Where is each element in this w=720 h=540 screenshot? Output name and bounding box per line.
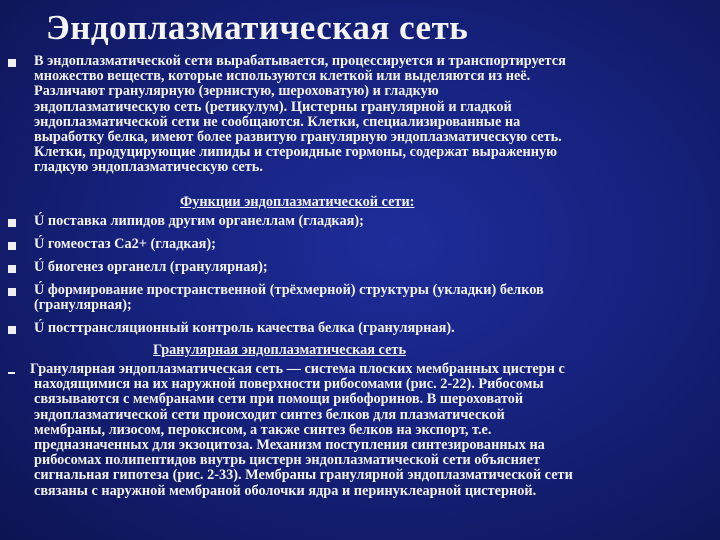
function-item: [34, 283, 544, 313]
granular-line: находящимися на их наружной поверхности рибосомами (рис. 2-22). Рибосомы: [34, 376, 544, 393]
function-item: [34, 237, 216, 252]
function-line: Ú гомеостаз Са2+ (гладкая);: [34, 236, 216, 252]
granular-line: рибосомах полипептидов внутрь цистерн эндоплазматической сети объясняет: [34, 452, 540, 469]
intro-line: Различают гранулярную (зернистую, шероховатую) и гладкую: [34, 83, 439, 100]
bullet-marker: [8, 242, 16, 250]
function-line: Ú поставка липидов другим органеллам (гладкая);: [34, 213, 364, 229]
granular-line: связаны с наружной мембраной оболочки ядра и перинуклеарной цистерной.: [34, 482, 537, 499]
granular-line: мембраны, лизосом, пероксисом, а также синтез белков на экспорт, т.е.: [34, 421, 492, 438]
function-item: [34, 214, 364, 229]
intro-line: эндоплазматическую сеть (ретикулум). Цистерны гранулярной и гладкой: [34, 98, 512, 115]
functions-heading: Функции эндоплазматической сети:: [180, 194, 415, 210]
function-item: [34, 260, 268, 275]
bullet-marker: [8, 265, 16, 273]
granular-heading: Гранулярная эндоплазматическая сеть: [153, 342, 407, 358]
bullet-marker: [8, 326, 16, 334]
function-line: (гранулярная);: [34, 297, 132, 314]
intro-line: эндоплазматической сети не сообщаются. Клетки, специализированные на: [34, 113, 521, 130]
granular-line: предназначенных для экзоцитоза. Механизм поступления синтезированных на: [34, 437, 545, 454]
intro-paragraph: [34, 54, 566, 176]
function-line: Ú биогенез органелл (гранулярная);: [34, 259, 268, 275]
intro-line: выработку белка, имеют более развитую гранулярную эндоплазматическую сеть.: [34, 129, 562, 146]
intro-line: Клетки, продуцирующие липиды и стероидные гормоны, содержат выраженную: [34, 144, 558, 161]
bullet-marker: [8, 59, 16, 67]
bullet-marker: [8, 288, 16, 296]
intro-line: гладкую эндоплазматическую сеть.: [34, 159, 263, 176]
granular-line: связываются с мембранами сети при помощи рибофоринов. В шероховатой: [34, 391, 524, 408]
function-line: Ú посттрансляционный контроль качества белка (гранулярная).: [34, 320, 455, 336]
intro-line: множество веществ, которые используются клеткой или выделяются из неё.: [34, 68, 531, 85]
intro-line: В эндоплазматической сети вырабатывается, процессируется и транспортируется: [34, 53, 566, 69]
dash-marker: [8, 372, 15, 374]
function-line: Ú формирование пространственной (трёхмерной) структуры (укладки) белков: [34, 282, 544, 298]
function-item: [34, 321, 455, 336]
bullet-marker: [8, 219, 16, 227]
granular-line: эндоплазматической сети происходит синтез белков для плазматической: [34, 406, 505, 423]
granular-line: сигнальная гипотеза (рис. 2-33). Мембраны гранулярной эндоплазматической сети: [34, 467, 573, 484]
granular-paragraph: [30, 362, 573, 499]
granular-line: Гранулярная эндоплазматическая сеть — система плоских мембранных цистерн с: [30, 361, 565, 377]
slide-title: Эндоплазматическая сеть: [46, 8, 469, 47]
